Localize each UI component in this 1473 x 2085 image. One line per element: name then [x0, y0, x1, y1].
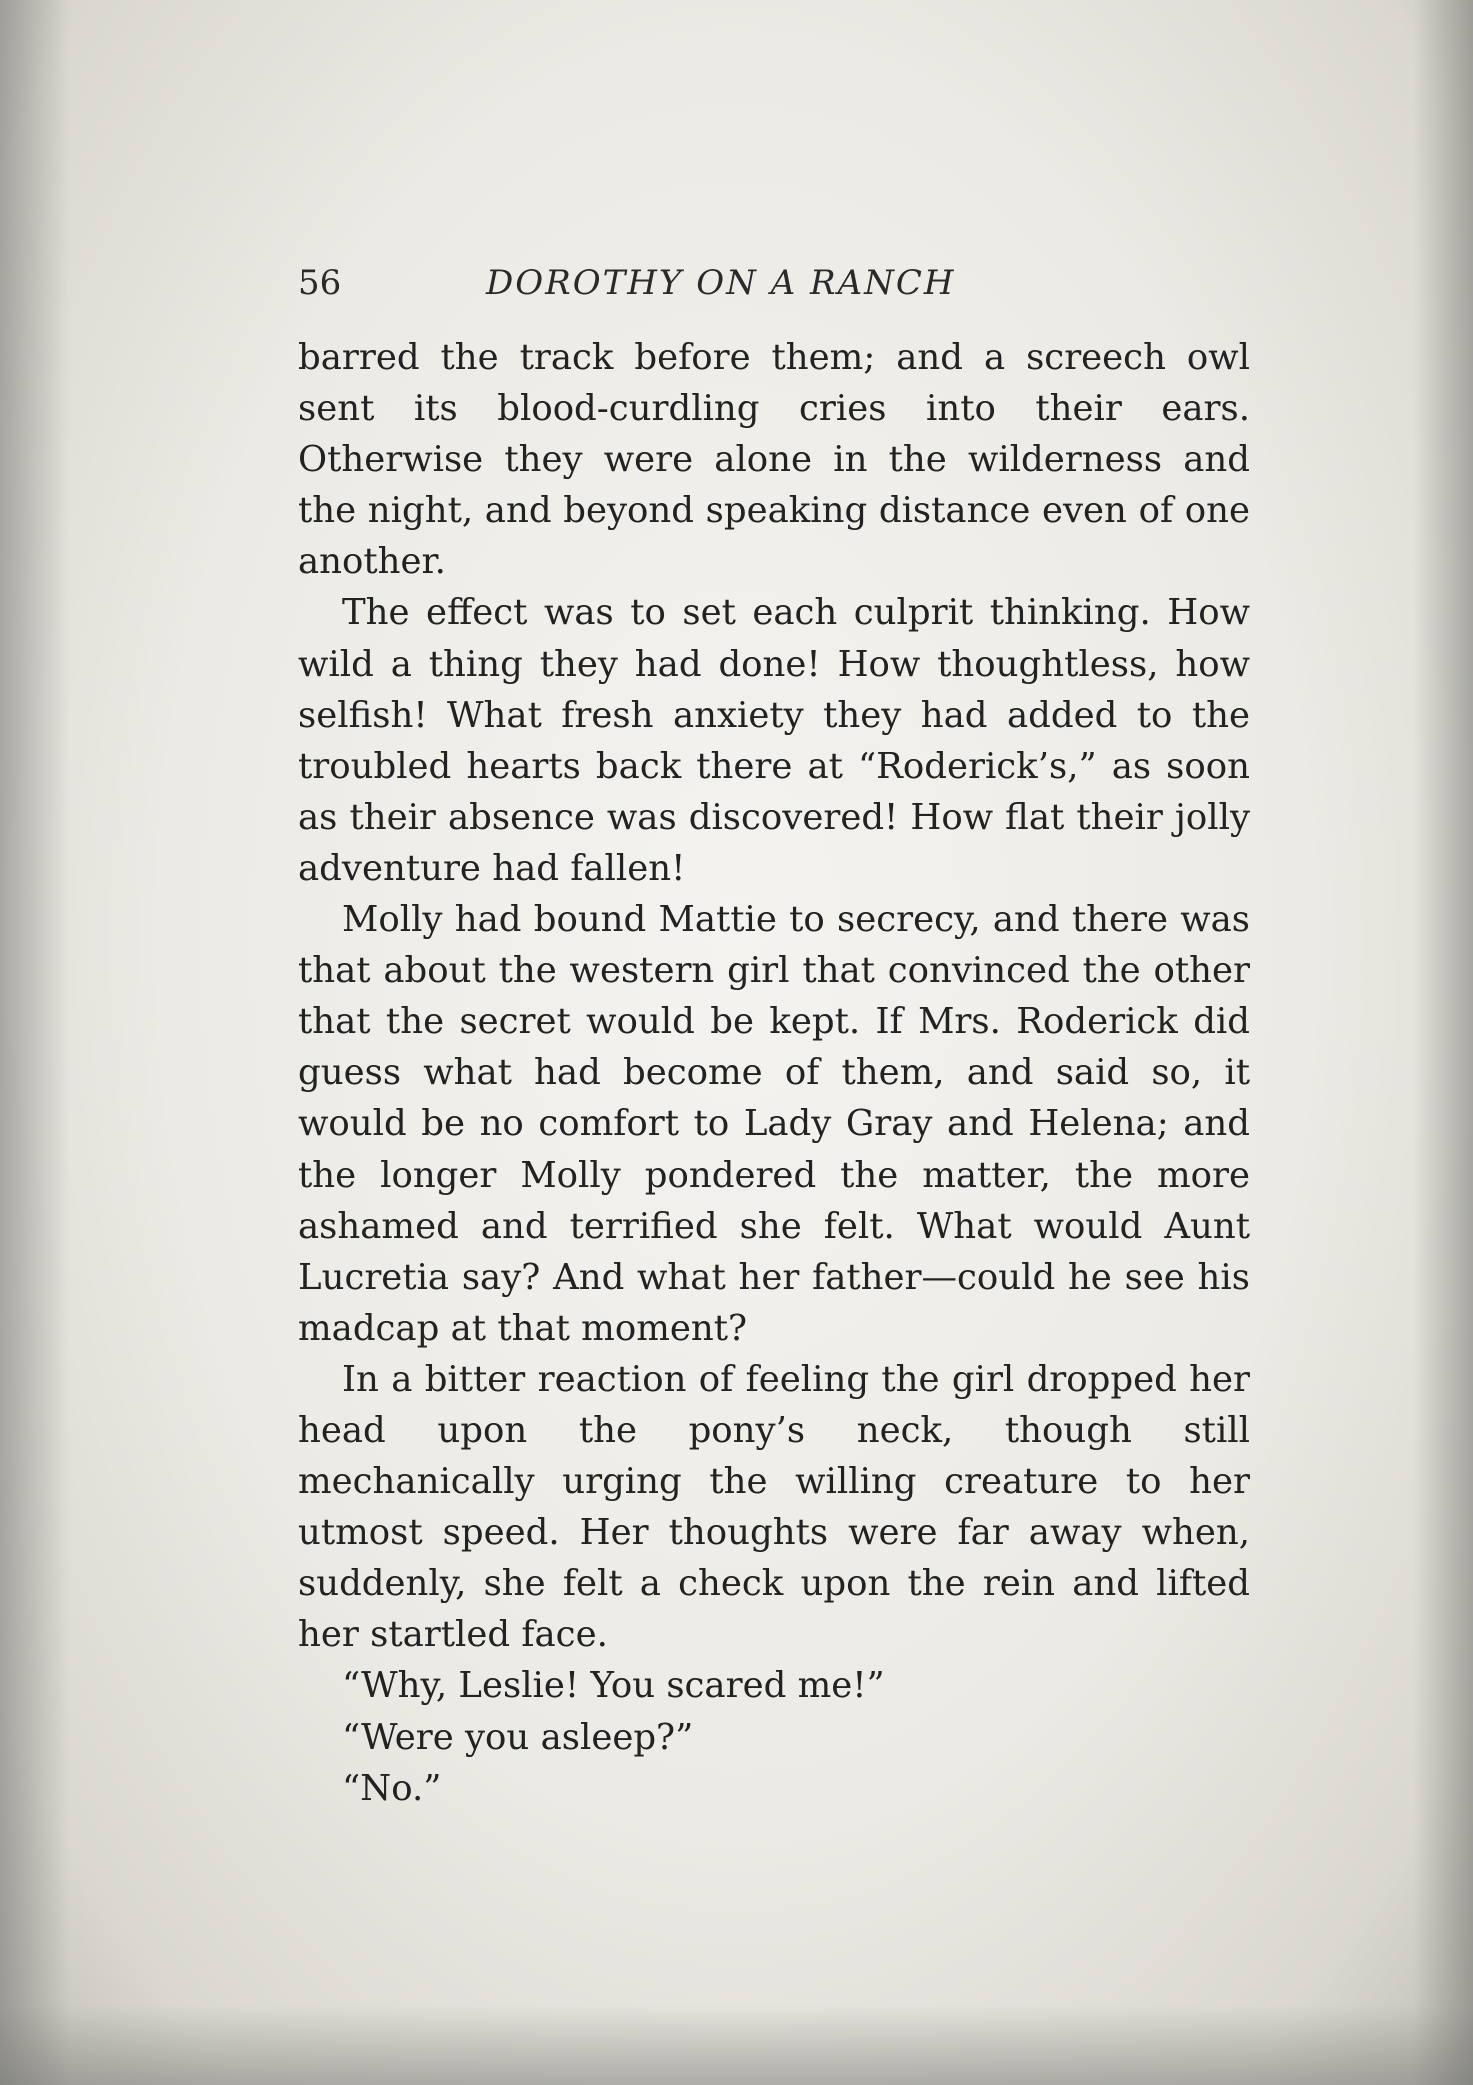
paragraph-1: barred the track before them; and a screech owl sent its blood-curdling cries into their ears. Otherwise they were alone in the wilderness and the night, and beyond speaking distance even of one another. — [298, 337, 1250, 583]
paragraph-2: The effect was to set each culprit thinking. How wild a thing they had done! How thoughtless, how selfish! What fresh anxiety they had added to the troubled hearts back there at “Roderick’s,” as soon as their absence was discovered! How flat their jolly adventure had fallen! — [298, 592, 1250, 889]
page-shadow-left — [0, 0, 70, 2085]
book-title: DOROTHY ON A RANCH — [486, 263, 956, 303]
body-text — [298, 332, 1250, 1814]
paragraph-4: In a bitter reaction of feeling the girl dropped her head upon the pony’s neck, though still mechanically urging the willing creature to her utmost speed. Her thoughts were far away when, suddenly, she felt a check upon the rein and lifted her startled face. — [298, 1358, 1250, 1656]
paragraph-3: Molly had bound Mattie to secrecy, and there was that about the western girl that convinced the other that the secret would be kept. If Mrs. Roderick did guess what had become of them, and said so, it would be no comfort to Lady Gray and Helena; and the longer Molly pondered the matter, the more ashamed and terrified she felt. What would Aunt Lucretia say? And what her father—could he see his madcap at that moment? — [298, 899, 1250, 1349]
dialog-line-1: “Why, Leslie! You scared me!” — [342, 1665, 885, 1707]
running-head — [298, 258, 1258, 308]
page-shadow-bottom — [0, 2005, 1473, 2085]
dialog-line-2: “Were you asleep?” — [342, 1716, 694, 1758]
page-shadow-right — [1413, 0, 1473, 2085]
page-number: 56 — [298, 263, 342, 303]
dialog-line-3: “No.” — [342, 1767, 442, 1809]
